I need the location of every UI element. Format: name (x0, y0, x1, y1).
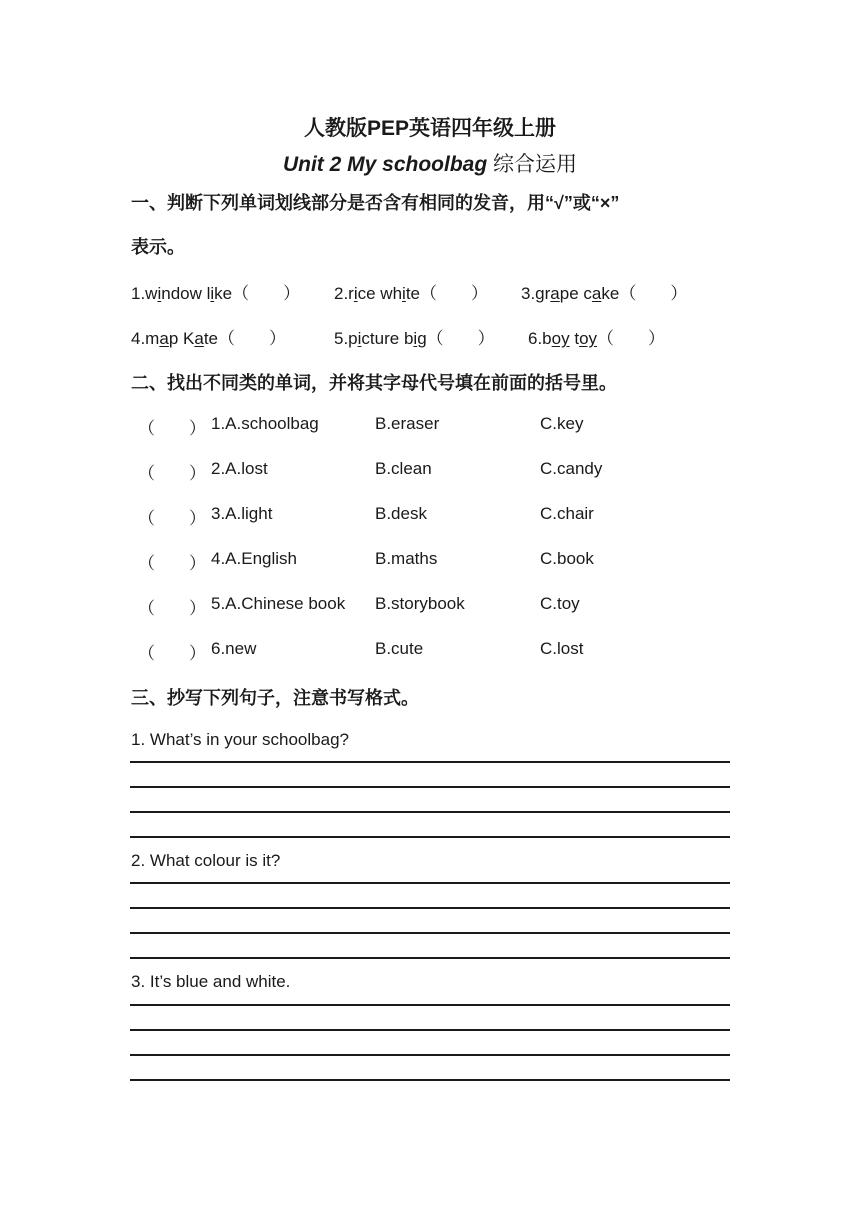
odd-one-out-row: （ ） 5.A.Chinese book B.storybook C.toy (138, 594, 580, 618)
writing-line (130, 761, 730, 763)
phonics-item-3: 3.grape cake（ ） (521, 284, 688, 303)
copy-sentence-3: 3. It’s blue and white. (131, 972, 291, 991)
section3-heading: 三、抄写下列句子，注意书写格式。 (131, 688, 419, 708)
odd-one-out-row: （ ） 4.A.English B.maths C.book (138, 549, 594, 573)
page-subtitle (0, 148, 860, 178)
writing-line (130, 882, 730, 884)
odd-one-out-row: （ ） 1.A.schoolbag B.eraser C.key (138, 414, 584, 438)
copy-sentence-2: 2. What colour is it? (131, 851, 281, 870)
phonics-item-2: 2.rice white（ ） (334, 284, 489, 303)
answer-blank: （ ） (138, 419, 206, 438)
writing-line (130, 957, 730, 959)
writing-line (130, 1054, 730, 1056)
writing-line (130, 786, 730, 788)
odd-one-out-row: （ ） 6.new B.cute C.lost (138, 639, 584, 663)
writing-line (130, 1029, 730, 1031)
phonics-item-6: 6.boy toy（ ） (528, 329, 666, 348)
page-title: 人教版PEP英语四年级上册 (303, 117, 557, 140)
section2-heading: 二、找出不同类的单词，并将其字母代号填在前面的括号里。 (131, 373, 617, 393)
answer-blank: （ ） (138, 464, 206, 483)
writing-line (130, 836, 730, 838)
writing-line (130, 811, 730, 813)
answer-blank: （ ） (138, 644, 206, 663)
section1-heading: 一、判断下列单词划线部分是否含有相同的发音，用“√”或“×” (131, 193, 620, 213)
writing-line (130, 907, 730, 909)
writing-line (130, 1004, 730, 1006)
subtitle-chinese: 综合运用 (493, 153, 578, 176)
writing-line (130, 932, 730, 934)
subtitle-english: Unit 2 My schoolbag (282, 153, 488, 176)
answer-blank: （ ） (138, 554, 206, 573)
phonics-item-5: 5.picture big（ ） (334, 329, 495, 348)
phonics-item-1: 1.window like（ ） (131, 284, 301, 303)
answer-blank: （ ） (138, 509, 206, 528)
odd-one-out-row: （ ） 2.A.lost B.clean C.candy (138, 459, 603, 483)
phonics-item-4: 4.map Kate（ ） (131, 329, 286, 348)
writing-line (130, 1079, 730, 1081)
section1-heading-cont: 表示。 (131, 237, 185, 257)
copy-sentence-1: 1. What’s in your schoolbag? (131, 730, 349, 749)
odd-one-out-row: （ ） 3.A.light B.desk C.chair (138, 504, 594, 528)
answer-blank: （ ） (138, 599, 206, 618)
